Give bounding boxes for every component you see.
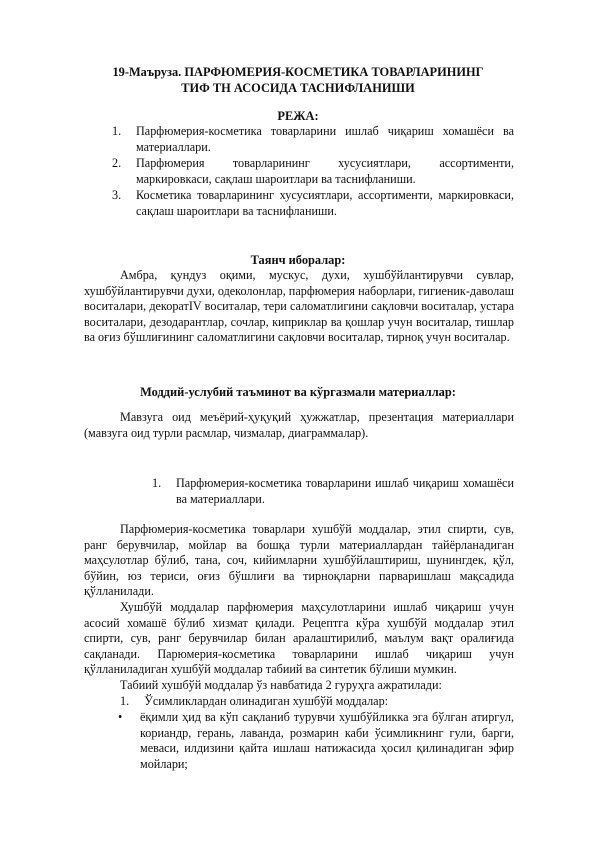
section-title: Парфюмерия-косметика товарларини ишлаб чиқариш хомашёси ва материаллари.	[176, 476, 514, 506]
subsection-number: 1.	[120, 694, 130, 708]
plan-item	[112, 156, 514, 187]
section-number: 1.	[152, 476, 162, 490]
lecture-title-line2: ТИФ ТН АСОСИДА ТАСНИФЛАНИШИ	[181, 81, 415, 95]
bullet-item	[118, 710, 514, 772]
plan-item-text: Парфюмерия товарларининг хусусиятлари, ассортименти, маркировкаси, сақлаш шароитлари ва таснифланиши.	[136, 156, 514, 186]
plan-item-text: Косметика товарларининг хусусиятлари, ассортименти, маркировкаси, сақлаш шароитлари ва таснифланиши.	[136, 188, 514, 218]
materials-heading: Моддий-услубий таъминот ва кўргазмали материаллар:	[140, 385, 456, 399]
body-paragraph-2: Хушбўй моддалар парфюмерия маҳсулотларини ишлаб чиқариш учун асосий хомашё бўлиб хизмат қилади. Рецептга кўра хушбўй моддалар этил спирти, сув, ранг берувчилар билан аралаштирилиб, маълум вақт оралиғида сақланади. Парюмерия-косметика товарларини ишлаб чиқариш учун қўлланиладиган хушбўй моддалар табиий ва синтетик бўлиши мумкин.	[84, 600, 514, 676]
materials-paragraph: Мавзуга оид меъёрий-ҳуқуқий ҳужжатлар, презентация материаллари (мавзуга оид турли расмлар, чизмалар, диаграммалар).	[84, 410, 514, 440]
bullet-text: ёқимли ҳид ва кўп сақланиб турувчи хушбўйликка эга бўлган атиргул, кориандр, герань, лаванда, розмарин каби ўсимликнинг гули, барги, меваси, илдизини қайта ишлаш натижасида ҳосил қилинадиган эфир мойлари;	[140, 710, 514, 771]
plan-heading: РЕЖА:	[277, 109, 319, 123]
plan-item	[112, 124, 514, 155]
plan-item-text: Парфюмерия-косметика товарларини ишлаб чиқариш хомашёси ва материаллари.	[136, 124, 514, 154]
plan-item-number: 3.	[112, 188, 122, 202]
subsection-heading	[120, 694, 388, 710]
subsection-title: Ўсимликлардан олинадиган хушбўй моддалар:	[144, 694, 389, 708]
body-paragraph-3: Табиий хушбўй моддалар ўз навбатида 2 гуруҳга ажратилади:	[120, 678, 442, 692]
plan-list	[112, 124, 514, 220]
body-paragraph-1: Парфюмерия-косметика товарлари хушбўй моддалар, этил спирти, сув, ранг берувчилар, мойлар ва бошқа турли материаллардан тайёрланадиган маҳсулотлар бўлиб, тана, соч, кийимларни хушбўйлаштириш, шунингдек, қўл, бўйин, юз териси, оғиз бўшлиғи ва тирноқларни парваришлаш мақсадида қўлланилади.	[84, 522, 514, 598]
plan-item	[112, 188, 514, 219]
plan-item-number: 1.	[112, 124, 122, 138]
keywords-heading: Таянч иборалар:	[250, 253, 346, 267]
bullet-icon: •	[118, 710, 123, 724]
plan-item-number: 2.	[112, 156, 122, 170]
keywords-paragraph: Амбра, қундуз оқими, мускус, духи, хушбўйлантирувчи сувлар, хушбўйлантирувчи духи, одеколонлар, парфюмерия наборлари, гигиеник-даволаш воситалари, декоратIV воситалар, тери саломатлигини сақловчи воситалар, устара воситалари, дезодарантлар, сочлар, киприклар ва қошлар учун воситалар, тишлар ва оғиз бўшлиғининг саломатлигини сақловчи воситалар, тирноқ учун воситалар.	[84, 268, 514, 344]
section-heading	[152, 476, 514, 507]
lecture-title-line1: 19-Маъруза. ПАРФЮМЕРИЯ-КОСМЕТИКА ТОВАРЛАРИНИНГ	[112, 65, 484, 79]
